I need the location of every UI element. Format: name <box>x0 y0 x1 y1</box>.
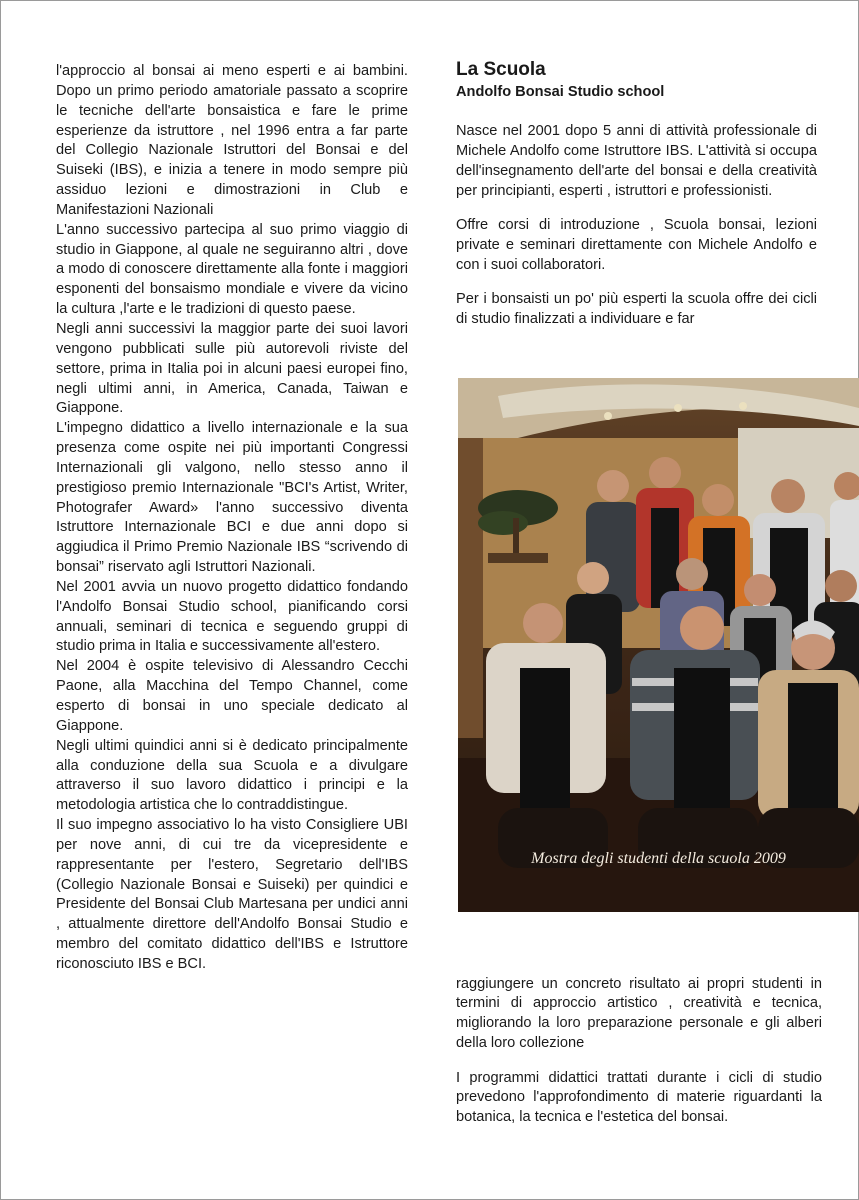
paragraph: l'approccio al bonsai ai meno esperti e ai bambini. Dopo un primo periodo amatoriale passato a scoprire le tecniche dell'arte bonsaistica e fare le prime esperienze da istruttore , nel 1996 entra a far parte del Collegio Nazionale Istruttori del Bonsai e del Suiseki (IBS), e inizia a tenere in modo sempre più assiduo lezioni e dimostrazioni in Club e Manifestazioni Nazionali <box>56 63 408 218</box>
paragraph: Nasce nel 2001 dopo 5 anni di attività professionale di Michele Andolfo come Istruttore IBS. L'attività si occupa dell'insegnamento dell'arte del bonsai e della creatività per principianti, esperti , istruttori e professionisti. <box>456 123 817 199</box>
paragraph: Negli ultimi quindici anni si è dedicato principalmente alla conduzione della sua Scuola e a divulgare attraverso il suo lavoro didattico i principi e la metodologia artistica che lo contraddistingue. <box>56 737 408 814</box>
paragraph: L'anno successivo partecipa al suo primo viaggio di studio in Giappone, al quale ne seguiranno altri , dove a modo di conoscere direttamente alla fonte i maggiori esponenti del bonsaismo mondiale e vivere da vicino la cultura ,l'arte e le tradizioni di questo paese. <box>56 221 408 318</box>
paragraph: Nel 2001 avvia un nuovo progetto didattico fondando l'Andolfo Bonsai Studio school, pianificando corsi annuali, seminari di tecnica e seguendo gruppi di studio prima in Italia e successivamente all'estero. <box>56 578 408 655</box>
right-column-bottom <box>456 960 822 1143</box>
section-subheading: Andolfo Bonsai Studio school <box>456 84 665 100</box>
paragraph: I programmi didattici trattati durante i cicli di studio prevedono l'approfondimento di materie riguardanti la botanica, la tecnica e l'estetica del bonsai. <box>456 1069 822 1126</box>
photo-illustration <box>458 378 859 912</box>
paragraph: Nel 2004 è ospite televisivo di Alessandro Cecchi Paone, alla Macchina del Tempo Channel, come esperto di bonsai in uno speciale dedicato al Giappone. <box>56 658 408 734</box>
paragraph: Offre corsi di introduzione , Scuola bonsai, lezioni private e seminari direttamente con Michele Andolfo e con i suoi collaboratori. <box>456 216 817 273</box>
paragraph: Negli anni successivi la maggior parte dei suoi lavori vengono pubblicati sulle più autorevoli riviste del settore, prima in Italia poi in alcuni paesi europei fino, negli ultimi anni, in America, Canada, Taiwan e Giappone. <box>56 320 408 417</box>
photo-caption: Mostra degli studenti della scuola 2009 <box>531 850 786 867</box>
group-photo <box>458 378 859 912</box>
paragraph: raggiungere un concreto risultato ai propri studenti in termini di approccio artistico , creatività e tecnica, migliorando la loro preparazione personale e gli alberi della loro collezione <box>456 975 822 1052</box>
left-column <box>56 62 408 975</box>
right-column-top <box>456 58 817 344</box>
paragraph: Per i bonsaisti un po' più esperti la scuola offre dei cicli di studio finalizzati a individuare e far <box>456 291 817 327</box>
paragraph: Il suo impegno associativo lo ha visto Consigliere UBI per nove anni, di cui tre da vicepresidente e rappresentante per l'estero, Segretario dell'IBS (Collegio Nazionale Bonsai e Suiseki) per quindici e Presidente del Bonsai Club Martesana per undici anni , attualmente direttore dell'Andolfo Bonsai Studio e membro del comitato didattico dell'IBS e Istruttore riconosciuto IBS e BCI. <box>56 817 408 972</box>
section-heading: La Scuola <box>456 59 546 80</box>
paragraph: L'impegno didattico a livello internazionale e la sua presenza come ospite nei più importanti Congressi Internazionali gli valgono, nello stesso anno il prestigioso premio Internazionale "BCI's Artist, Writer, Photografer Award» l'anno successivo diventa Istruttore Internazionale BCI e due anni dopo si aggiudica il Primo Premio Nazionale IBS “scrivendo di bonsai” riservato agli Istruttori Nazionali. <box>56 420 408 576</box>
